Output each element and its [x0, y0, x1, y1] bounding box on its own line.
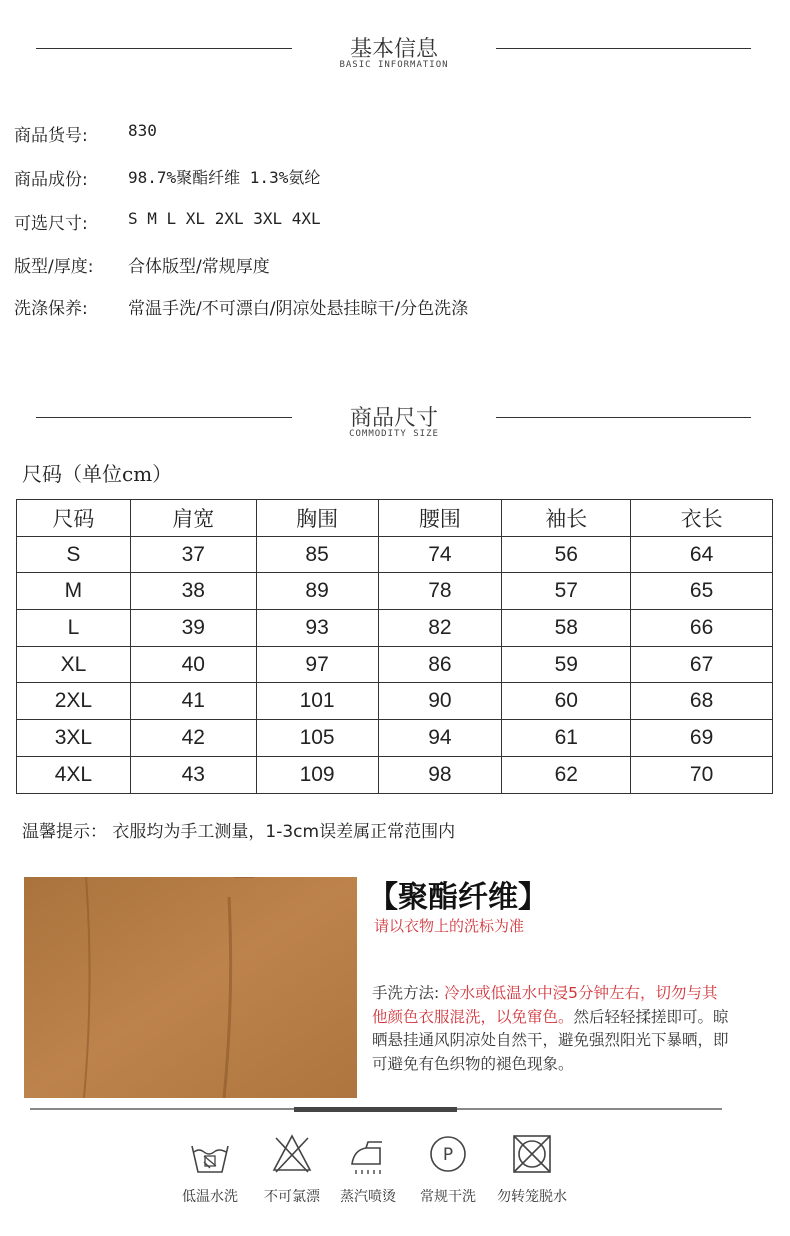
cell: 90: [378, 683, 502, 720]
wash-method-label: 手洗方法:: [372, 984, 440, 1002]
cell: 61: [502, 720, 631, 757]
col-header: 衣长: [631, 500, 773, 537]
cell: 65: [631, 573, 773, 610]
care-item-low-temp-wash: [170, 1132, 250, 1212]
col-header: 腰围: [378, 500, 502, 537]
info-value: 830: [128, 121, 157, 140]
cell: 60: [502, 683, 631, 720]
info-value: 98.7%聚酯纤维 1.3%氨纶: [128, 168, 321, 187]
care-label: 常规干洗: [420, 1189, 476, 1205]
info-value: S M L XL 2XL 3XL 4XL: [128, 209, 321, 228]
fabric-subtitle: 请以衣物上的洗标为准: [374, 917, 525, 935]
cell: 3XL: [17, 720, 131, 757]
cell: 57: [502, 573, 631, 610]
care-label: 蒸汽喷烫: [340, 1189, 396, 1205]
table-header-row: [17, 500, 773, 537]
basic-info-subtitle: BASIC INFORMATION: [339, 60, 449, 70]
care-item-dry-clean: [408, 1132, 488, 1212]
info-label: 洗涤保养:: [14, 299, 88, 319]
table-row: [17, 536, 773, 573]
header-line-left: [36, 48, 292, 49]
care-label: 低温水洗: [182, 1189, 238, 1205]
header-line-right: [496, 417, 751, 418]
wash-method-description: [372, 982, 732, 1076]
cell: 101: [256, 683, 378, 720]
info-label: 商品货号:: [14, 126, 88, 146]
cell: XL: [17, 646, 131, 683]
low-temp-wash-icon: [188, 1132, 232, 1176]
cell: 89: [256, 573, 378, 610]
cell: 67: [631, 646, 773, 683]
fabric-texture: [24, 877, 357, 1098]
size-subtitle: COMMODITY SIZE: [349, 429, 439, 439]
cell: 40: [130, 646, 256, 683]
divider-accent: [294, 1107, 457, 1112]
col-header: 肩宽: [130, 500, 256, 537]
cell: 105: [256, 720, 378, 757]
cell: 37: [130, 536, 256, 573]
cell: 70: [631, 756, 773, 793]
info-label: 可选尺寸:: [14, 214, 88, 234]
svg-text:P: P: [442, 1145, 454, 1165]
no-tumble-dry-icon: [510, 1132, 554, 1176]
info-label: 商品成份:: [14, 170, 88, 190]
cell: 109: [256, 756, 378, 793]
cell: 68: [631, 683, 773, 720]
size-header: [0, 405, 790, 455]
cell: 85: [256, 536, 378, 573]
fabric-swatch-image: [24, 877, 357, 1098]
cell: 86: [378, 646, 502, 683]
cell: M: [17, 573, 131, 610]
measurement-tip: 温馨提示： 衣服均为手工测量，1-3cm误差属正常范围内: [22, 822, 456, 842]
dry-clean-p-icon: [426, 1132, 470, 1176]
cell: 38: [130, 573, 256, 610]
steam-iron-icon: [346, 1132, 390, 1176]
cell: 78: [378, 573, 502, 610]
cell: 97: [256, 646, 378, 683]
header-line-right: [496, 48, 751, 49]
table-row: [17, 720, 773, 757]
cell: 56: [502, 536, 631, 573]
basic-info-title: 基本信息: [349, 37, 438, 62]
cell: 93: [256, 610, 378, 647]
care-item-no-tumble-dry: [492, 1132, 572, 1212]
cell: L: [17, 610, 131, 647]
unit-note: 尺码（单位cm）: [22, 462, 173, 486]
table-row: [17, 756, 773, 793]
cell: 58: [502, 610, 631, 647]
info-label: 版型/厚度:: [14, 257, 94, 277]
care-label: 勿转笼脱水: [497, 1189, 567, 1205]
info-value: 常温手洗/不可漂白/阴凉处悬挂晾干/分色洗涤: [128, 299, 469, 319]
cell: 43: [130, 756, 256, 793]
table-row: [17, 573, 773, 610]
table-row: [17, 646, 773, 683]
cell: S: [17, 536, 131, 573]
table-row: [17, 610, 773, 647]
col-header: 尺码: [17, 500, 131, 537]
cell: 82: [378, 610, 502, 647]
care-label: 不可氯漂: [264, 1189, 320, 1205]
header-line-left: [36, 417, 292, 418]
cell: 62: [502, 756, 631, 793]
cell: 39: [130, 610, 256, 647]
size-table: [16, 499, 773, 794]
cell: 41: [130, 683, 256, 720]
wash-method-warning: 冷水或低温水中浸5分钟左右，切勿与其他颜色衣服混洗，以免窜色。: [372, 984, 718, 1026]
no-bleach-icon: [270, 1132, 314, 1176]
col-header: 袖长: [502, 500, 631, 537]
table-row: [17, 683, 773, 720]
cell: 4XL: [17, 756, 131, 793]
col-header: 胸围: [256, 500, 378, 537]
care-item-steam-iron: [328, 1132, 408, 1212]
cell: 74: [378, 536, 502, 573]
cell: 64: [631, 536, 773, 573]
info-value: 合体版型/常规厚度: [128, 257, 270, 277]
cell: 69: [631, 720, 773, 757]
wash-method-text: 然后轻轻揉搓即可。晾晒悬挂通风阴凉处自然干，避免强烈阳光下暴晒，即可避免有色织物的褪色现象。: [372, 1007, 729, 1073]
cell: 94: [378, 720, 502, 757]
cell: 59: [502, 646, 631, 683]
size-title: 商品尺寸: [349, 406, 438, 431]
basic-info-header: [0, 36, 790, 86]
cell: 2XL: [17, 683, 131, 720]
cell: 98: [378, 756, 502, 793]
cell: 66: [631, 610, 773, 647]
fabric-title: 【聚酯纤维】: [368, 880, 548, 915]
cell: 42: [130, 720, 256, 757]
